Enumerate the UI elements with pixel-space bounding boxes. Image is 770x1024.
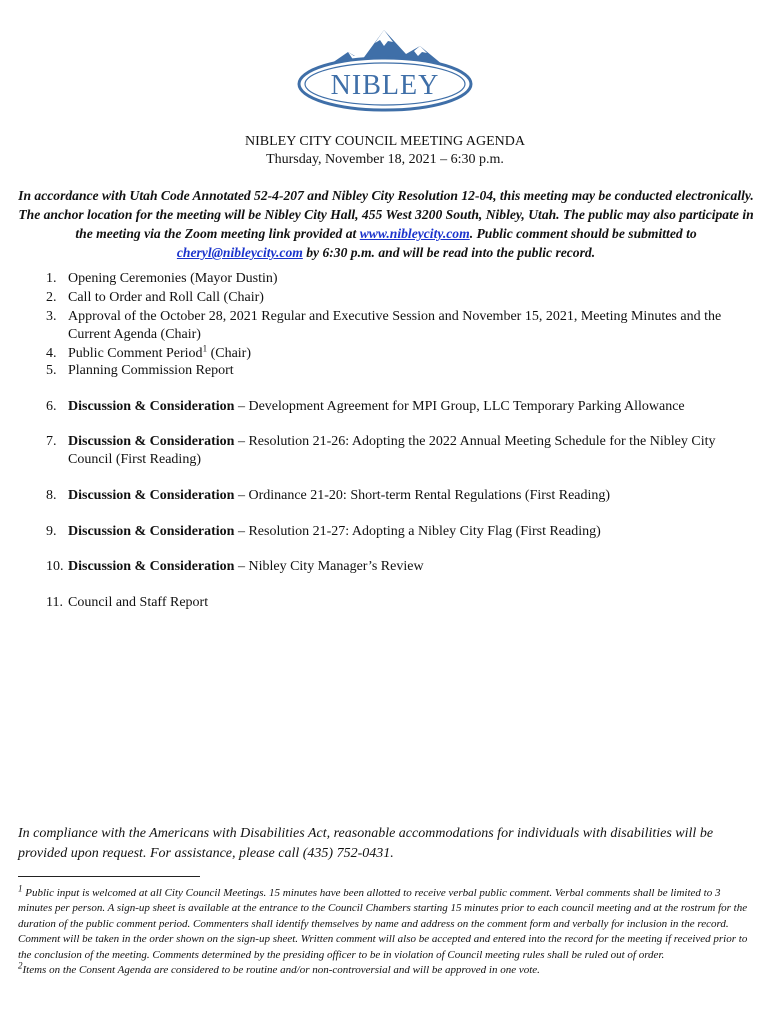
item-text: Opening Ceremonies (Mayor Dustin) [68,271,278,286]
item-text: Planning Commission Report [68,363,234,378]
item-number: 9. [46,524,57,539]
item-heading: Discussion & Consideration [68,434,235,449]
notice-text-1: In accordance with Utah Code Annotated 52-4-207 and Nibley City Resolution 12-04, this meeting may be conducted electronically. The anchor location for the meeting will be Nibley City Hall, 455 West 3200 South, Nibley, Utah. The public may also participate in the meeting via the Zoom meeting link provided at [18,188,754,241]
item-heading: Discussion & Consideration [68,559,235,574]
item-description: – Resolution 21-27: Adopting a Nibley City Flag (First Reading) [234,524,601,539]
item-description: – Nibley City Manager’s Review [234,559,424,574]
item-text-part: (Chair) [207,346,251,361]
item-number: 5. [46,363,57,378]
footnote-1 [18,883,756,963]
item-text: Approval of the October 28, 2021 Regular and Executive Session and November 15, 2021, Meeting Minutes and the Current Agenda (Chair) [68,309,722,342]
item-number: 6. [46,399,57,414]
meeting-date: Thursday, November 18, 2021 – 6:30 p.m. [266,152,504,167]
item-text-part: Public Comment Period [68,346,203,361]
footnote-marker: 1 [202,343,208,354]
item-description: – Resolution 21-26: Adopting the 2022 Annual Meeting Schedule for the Nibley City Council (First Reading) [68,434,716,467]
item-text [68,345,756,363]
page-title: NIBLEY CITY COUNCIL MEETING AGENDA [245,134,525,149]
item-number: 3. [46,309,57,324]
item-description: – Development Agreement for MPI Group, LLC Temporary Parking Allowance [234,399,685,414]
item-number: 7. [46,434,57,449]
mountain-logo-icon [296,22,474,112]
item-number: 8. [46,488,57,503]
item-heading: Discussion & Consideration [68,399,235,414]
website-link[interactable]: www.nibleycity.com [359,226,470,241]
item-number: 4. [46,346,57,361]
footnote-text: Items on the Consent Agenda are considered to be routine and/or non-controversial and will be approved in one vote. [22,964,540,977]
item-text [68,523,756,541]
footnote-text: Public input is welcomed at all City Council Meetings. 15 minutes have been allotted to receive verbal public comment. Verbal comments shall be limited to 3 minutes per person. A sign-up sheet is available at the entrance to the Council Chambers starting 15 minutes prior to each council meeting and at the rostrum for the duration of the public comment period. Commenters shall identify themselves by name and address on the comment form and verbally for inclusion in the record. Comment will be taken in the order shown on the sign-up sheet. Written comment will also be accepted and entered into the record for the meeting if received prior to the conclusion of the meeting. Comments determined by the presiding officer to be in violation of Council meeting rules shall be ruled out of order. [18,887,748,961]
item-text [68,398,756,416]
item-number: 10. [46,559,64,574]
item-number: 1. [46,271,57,286]
notice-text-2: . Public comment should be submitted to [469,226,697,241]
item-description: – Ordinance 21-20: Short-term Rental Regulations (First Reading) [234,488,611,503]
footnote-divider [18,876,200,877]
item-text [68,487,756,505]
footnotes [18,883,756,978]
item-text [68,558,756,576]
item-text: Council and Staff Report [68,595,209,610]
ada-notice: In compliance with the Americans with Disabilities Act, reasonable accommodations for individuals with disabilities will be provided upon request. For assistance, please call (435) 752-0431. [18,826,714,861]
item-heading: Discussion & Consideration [68,488,235,503]
notice-text-3: by 6:30 p.m. and will be read into the public record. [302,245,596,260]
email-link[interactable]: cheryl@nibleycity.com [176,245,303,260]
item-number: 2. [46,290,57,305]
item-heading: Discussion & Consideration [68,524,235,539]
item-text [68,433,756,469]
footnote-2 [18,960,756,978]
logo-text: NIBLEY [330,70,440,101]
electronic-meeting-notice [18,186,754,262]
nibley-logo [296,22,474,112]
item-text: Call to Order and Roll Call (Chair) [68,290,264,305]
footnote-mark: 2 [18,960,23,971]
footnote-mark: 1 [18,883,23,894]
item-number: 11. [46,595,63,610]
